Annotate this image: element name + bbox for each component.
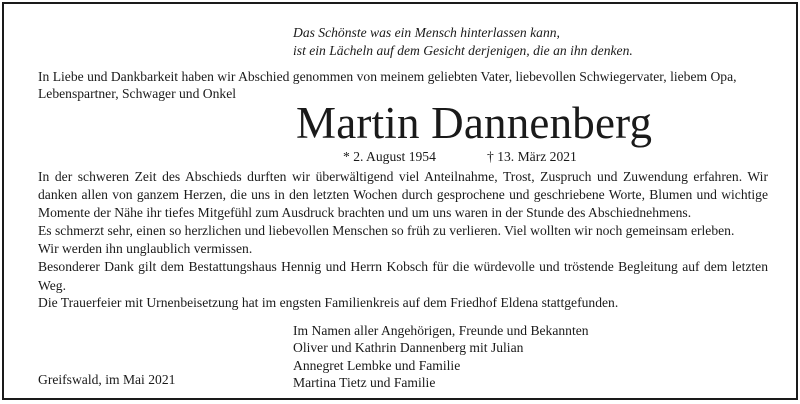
- thanks-text: [38, 168, 768, 295]
- memorial-quote: [293, 24, 633, 60]
- thanks-paragraph-1: In der schweren Zeit des Abschieds durften wir überwältigend viel Anteilnahme, Trost, Zuspruch und Zuwendung erfahren. Wir danken allen von ganzem Herzen, die uns in den letzten Wochen durch gesprochene und geschriebene Worte, Blumen und wichtige Momente der Nähe ihr tiefes Mitgefühl zum Ausdruck brachten und um uns waren in der Stunde des Abschiednehmens.: [38, 169, 768, 221]
- death-date: † 13. März 2021: [487, 149, 577, 164]
- signer-line-1: Im Namen aller Angehörigen, Freunde und Bekannten: [293, 323, 589, 338]
- intro-text: In Liebe und Dankbarkeit haben wir Abschied genommen von meinem geliebten Vater, liebevollen Schwiegervater, liebem Opa, Lebenspartner, Schwager und Onkel: [38, 69, 737, 101]
- signer-line-3: Annegret Lembke und Familie: [293, 357, 461, 373]
- place-and-date: Greifswald, im Mai 2021: [38, 372, 176, 387]
- signer-line-2: Oliver und Kathrin Dannenberg mit Julian: [293, 340, 524, 356]
- birth-date: * 2. August 1954: [343, 149, 436, 164]
- funeral-note: Die Trauerfeier mit Urnenbeisetzung hat im engsten Familienkreis auf dem Friedhof Eldena stattgefunden.: [38, 295, 619, 310]
- quote-line-1: Das Schönste was ein Mensch hinterlassen kann,: [293, 25, 560, 40]
- thanks-paragraph-2: Es schmerzt sehr, einen so herzlichen und liebevollen Menschen so früh zu verlieren. Viel wollten wir noch gemeinsam erleben.: [38, 223, 735, 239]
- signer-line-4: Martina Tietz und Familie: [293, 374, 436, 390]
- deceased-name: Martin Dannenberg: [296, 98, 653, 148]
- thanks-paragraph-4: Besonderer Dank gilt dem Bestattungshaus Hennig und Herrn Kobsch für die würdevolle und tröstende Begleitung auf dem letzten Weg.: [38, 259, 768, 293]
- signers-block: [293, 322, 589, 391]
- quote-line-2: ist ein Lächeln auf dem Gesicht derjenigen, die an ihn denken.: [293, 43, 633, 58]
- obituary-notice: [2, 2, 798, 400]
- thanks-paragraph-3: Wir werden ihn unglaublich vermissen.: [38, 241, 253, 257]
